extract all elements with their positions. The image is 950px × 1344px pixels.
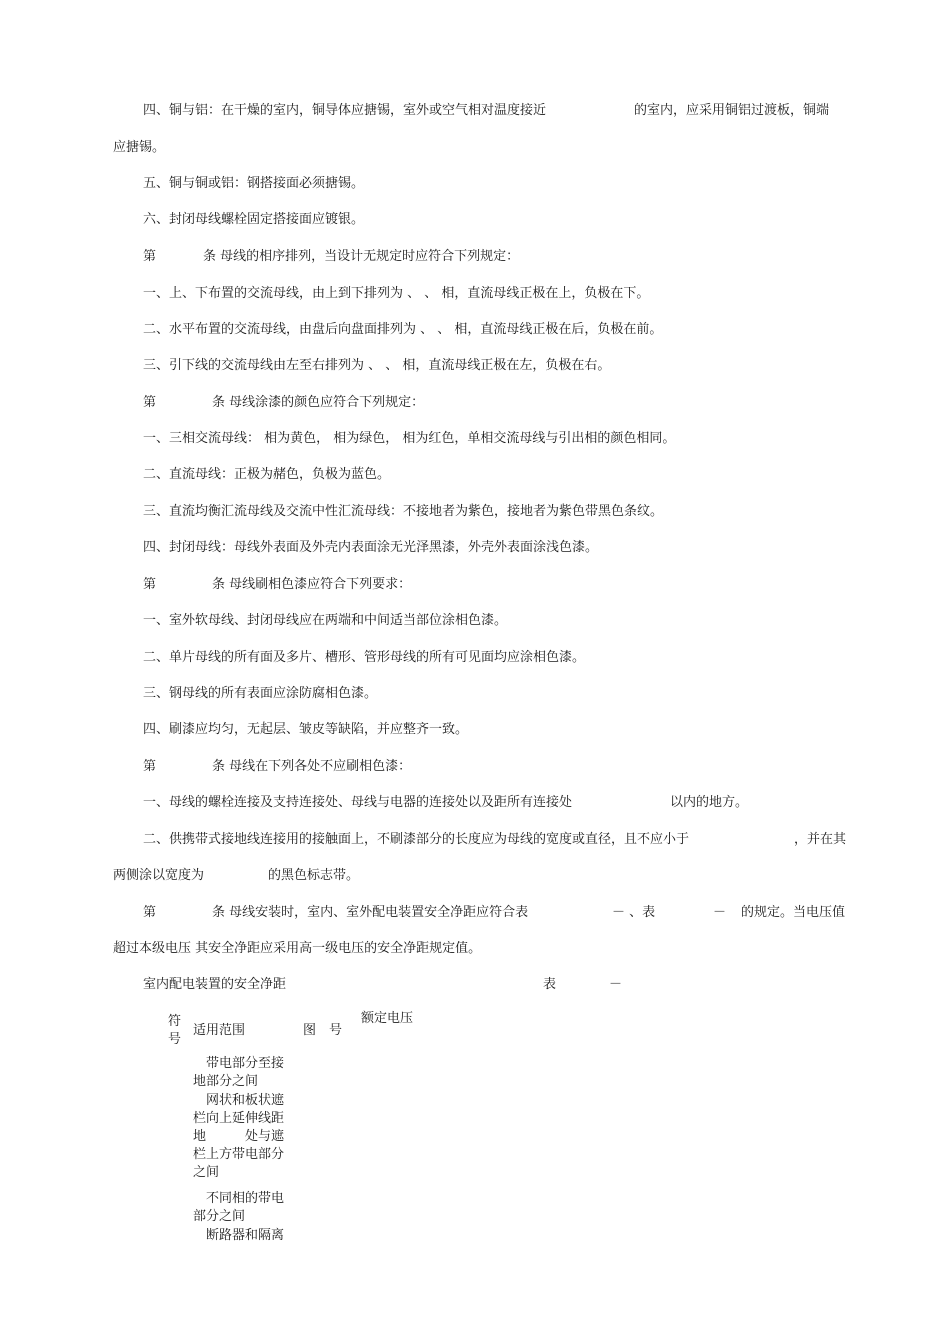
article-brush-paint-no: 第 [143, 577, 157, 592]
article-clearance-title: 条 母线安装时，室内、室外配电装置安全净距应符合表 [212, 905, 529, 920]
article-clearance-tail: 的规定。当电压值 [741, 905, 846, 920]
table-header-symbol: 符 号 [168, 1014, 182, 1047]
article-clearance-table-ref: － 、表 [612, 905, 656, 920]
para-grounding-contact-b: ，并在其 [794, 832, 847, 847]
table-row-live-to-ground: 带电部分至接 地部分之间 [193, 1056, 285, 1089]
table-row-between-phases: 不同相的带电 部分之间 [193, 1191, 285, 1224]
para-grounding-contact-cont-a: 两侧涂以宽度为 [113, 868, 205, 883]
table-header-voltage: 额定电压 [361, 1011, 414, 1026]
para-three-phase-colors: 一、三相交流母线： 相为黄色， 相为绿色， 相为红色，单相交流母线与引出相的颜色相同。 [143, 431, 676, 446]
para-copper-copper: 五、铜与铜或铝：钢搭接面必须搪锡。 [143, 176, 365, 191]
para-bolt-connection-a: 一、母线的螺栓连接及支持连接处、母线与电器的连接处以及距所有连接处 [143, 795, 573, 810]
para-horizontal-arrangement: 二、水平布置的交流母线，由盘后向盘面排列为 、 、 相，直流母线正极在后，负极在前。 [143, 322, 663, 337]
para-grounding-contact-a: 二、供携带式接地线连接用的接触面上，不刷漆部分的长度应为母线的宽度或直径，且不应小于 [143, 832, 690, 847]
para-steel-busbar: 三、钢母线的所有表面应涂防腐相色漆。 [143, 686, 378, 701]
article-no-paint-title: 条 母线在下列各处不应刷相色漆： [212, 759, 412, 774]
para-enclosed-busbar-silver: 六、封闭母线螺栓固定搭接面应镀银。 [143, 212, 365, 227]
table-header-figure: 图 号 [303, 1023, 343, 1038]
table-label-dash: － [609, 977, 623, 992]
para-copper-aluminum-b: 的室内，应采用铜铝过渡板，铜端 [634, 103, 830, 118]
para-neutral-busbar-colors: 三、直流均衡汇流母线及交流中性汇流母线：不接地者为紫色，接地者为紫色带黑色条纹。 [143, 504, 664, 519]
article-phase-sequence-title: 条 母线的相序排列，当设计无规定时应符合下列规定： [203, 249, 520, 264]
article-brush-paint-title: 条 母线刷相色漆应符合下列要求： [212, 577, 412, 592]
para-voltage-exceed: 超过本级电压 其安全净距应采用高一级电压的安全净距规定值。 [113, 941, 482, 956]
table-caption: 室内配电装置的安全净距 [143, 977, 287, 992]
para-vertical-arrangement: 一、上、下布置的交流母线，由上到下排列为 、 、 相，直流母线正极在上，负极在下。 [143, 286, 650, 301]
para-copper-aluminum-cont: 应搪锡。 [113, 140, 166, 155]
para-downlead-arrangement: 三、引下线的交流母线由左至右排列为 、 、 相，直流母线正极在左，负极在右。 [143, 358, 611, 373]
article-paint-color-no: 第 [143, 395, 157, 410]
article-clearance-no: 第 [143, 905, 157, 920]
para-bolt-connection-b: 以内的地方。 [670, 795, 749, 810]
para-enclosed-busbar-paint: 四、封闭母线：母线外表面及外壳内表面涂无光泽黑漆，外壳外表面涂浅色漆。 [143, 540, 599, 555]
article-phase-sequence-no: 第 [143, 249, 157, 264]
article-paint-color-title: 条 母线涂漆的颜色应符合下列规定： [212, 395, 425, 410]
article-no-paint-no: 第 [143, 759, 157, 774]
para-outdoor-soft-busbar: 一、室外软母线、封闭母线应在两端和中间适当部位涂相色漆。 [143, 613, 508, 628]
para-dc-colors: 二、直流母线：正极为赭色，负极为蓝色。 [143, 467, 391, 482]
para-single-busbar-faces: 二、单片母线的所有面及多片、槽形、管形母线的所有可见面均应涂相色漆。 [143, 650, 586, 665]
table-row-breaker: 断路器和隔离 [193, 1228, 285, 1243]
para-grounding-contact-cont-b: 的黑色标志带。 [268, 868, 360, 883]
para-even-brushing: 四、刷漆应均匀，无起层、皱皮等缺陷，并应整齐一致。 [143, 722, 469, 737]
para-copper-aluminum-a: 四、铜与铝：在干燥的室内，铜导体应搪锡，室外或空气相对温度接近 [143, 103, 547, 118]
table-header-scope: 适用范围 [193, 1023, 246, 1038]
table-row-barrier: 网状和板状遮 栏向上延伸线距 地 处与遮 栏上方带电部分 之间 [193, 1093, 285, 1180]
table-label: 表 [543, 977, 557, 992]
article-clearance-table-dash: － [713, 905, 727, 920]
